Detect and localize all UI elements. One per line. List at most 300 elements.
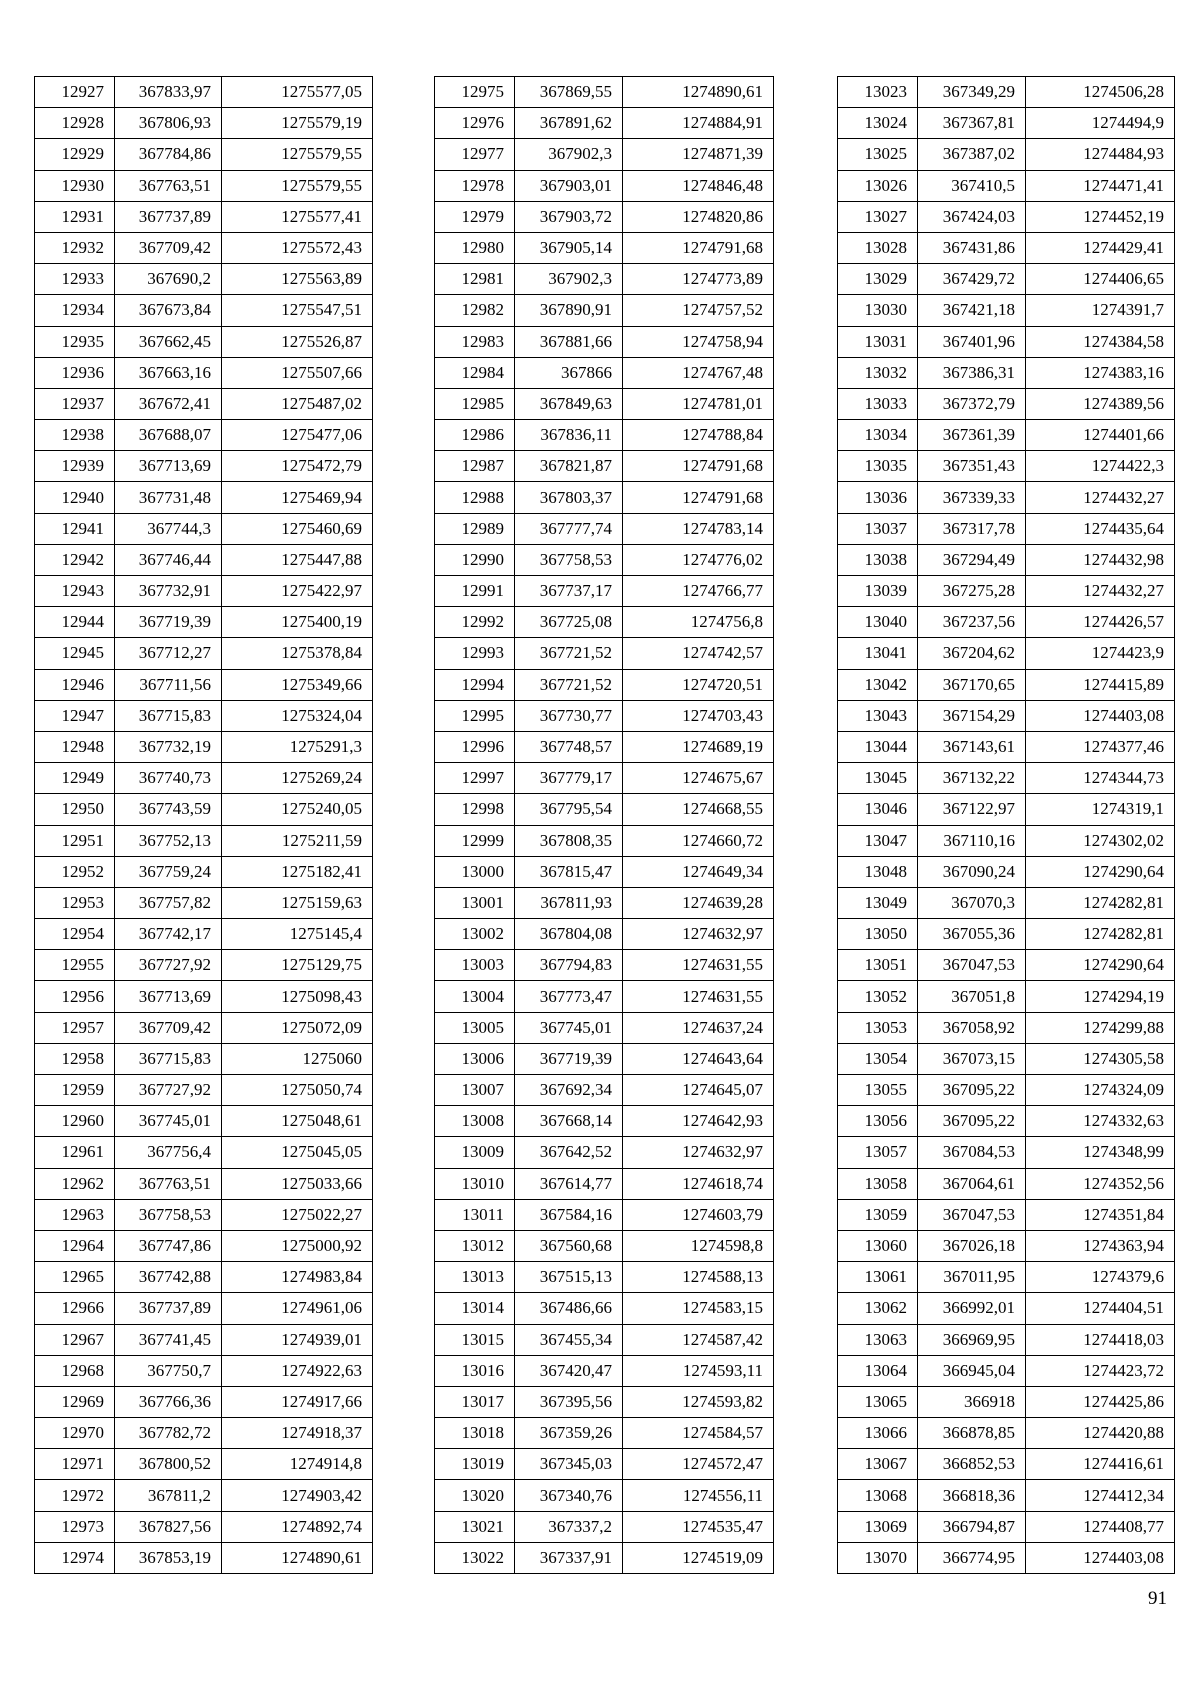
y-coordinate-cell: 1274703,43 [623,700,774,731]
point-number-cell: 13038 [838,544,918,575]
table-row [838,513,1175,544]
table-row [435,981,774,1012]
y-coordinate-cell: 1274781,01 [623,388,774,419]
x-coordinate-cell: 367746,44 [115,544,222,575]
y-coordinate-cell: 1274379,6 [1026,1262,1175,1293]
point-number-cell: 13023 [838,77,918,108]
x-coordinate-cell: 367752,13 [115,825,222,856]
table-row [838,357,1175,388]
x-coordinate-cell: 367584,16 [515,1199,623,1230]
x-coordinate-cell: 367709,42 [115,232,222,263]
x-coordinate-cell: 367410,5 [918,170,1026,201]
point-number-cell: 13049 [838,887,918,918]
x-coordinate-cell: 367732,19 [115,731,222,762]
x-coordinate-cell: 367869,55 [515,77,623,108]
y-coordinate-cell: 1274593,82 [623,1386,774,1417]
point-number-cell: 13009 [435,1137,515,1168]
y-coordinate-cell: 1275563,89 [222,264,373,295]
point-number-cell: 12983 [435,326,515,357]
point-number-cell: 12977 [435,139,515,170]
x-coordinate-cell: 367673,84 [115,295,222,326]
table-row [838,794,1175,825]
point-number-cell: 12967 [35,1324,115,1355]
point-number-cell: 13035 [838,451,918,482]
y-coordinate-cell: 1274892,74 [222,1511,373,1542]
x-coordinate-cell: 367339,33 [918,482,1026,513]
table-row [35,482,373,513]
x-coordinate-cell: 367614,77 [515,1168,623,1199]
y-coordinate-cell: 1274884,91 [623,108,774,139]
point-number-cell: 13065 [838,1386,918,1417]
y-coordinate-cell: 1274290,64 [1026,856,1175,887]
point-number-cell: 12966 [35,1293,115,1324]
table-row [838,763,1175,794]
x-coordinate-cell: 367367,81 [918,108,1026,139]
x-coordinate-cell: 367431,86 [918,232,1026,263]
y-coordinate-cell: 1274603,79 [623,1199,774,1230]
x-coordinate-cell: 367275,28 [918,576,1026,607]
x-coordinate-cell: 367715,83 [115,700,222,731]
x-coordinate-cell: 367672,41 [115,388,222,419]
point-number-cell: 13044 [838,731,918,762]
table-row [435,482,774,513]
table-row [35,388,373,419]
table-row [435,1542,774,1573]
x-coordinate-cell: 367429,72 [918,264,1026,295]
y-coordinate-cell: 1275022,27 [222,1199,373,1230]
table-row [838,1418,1175,1449]
table-row [35,1262,373,1293]
x-coordinate-cell: 367747,86 [115,1230,222,1261]
point-number-cell: 13028 [838,232,918,263]
point-number-cell: 13017 [435,1386,515,1417]
point-number-cell: 12954 [35,919,115,950]
point-number-cell: 13025 [838,139,918,170]
table-row [35,1199,373,1230]
point-number-cell: 13055 [838,1075,918,1106]
y-coordinate-cell: 1275577,41 [222,201,373,232]
table-row [35,856,373,887]
y-coordinate-cell: 1274773,89 [623,264,774,295]
y-coordinate-cell: 1274415,89 [1026,669,1175,700]
x-coordinate-cell: 367692,34 [515,1075,623,1106]
point-number-cell: 12946 [35,669,115,700]
table-row [35,700,373,731]
x-coordinate-cell: 366818,36 [918,1480,1026,1511]
x-coordinate-cell: 367795,54 [515,794,623,825]
x-coordinate-cell: 367881,66 [515,326,623,357]
table-row [35,139,373,170]
y-coordinate-cell: 1274820,86 [623,201,774,232]
x-coordinate-cell: 367026,18 [918,1230,1026,1261]
table-row [35,326,373,357]
table-row [838,326,1175,357]
y-coordinate-cell: 1275050,74 [222,1075,373,1106]
table-row [435,295,774,326]
y-coordinate-cell: 1274556,11 [623,1480,774,1511]
point-number-cell: 12959 [35,1075,115,1106]
x-coordinate-cell: 367237,56 [918,607,1026,638]
y-coordinate-cell: 1274416,61 [1026,1449,1175,1480]
y-coordinate-cell: 1275060 [222,1043,373,1074]
y-coordinate-cell: 1274452,19 [1026,201,1175,232]
x-coordinate-cell: 367713,69 [115,981,222,1012]
point-number-cell: 13034 [838,420,918,451]
table-row [838,1511,1175,1542]
table-row [35,919,373,950]
point-number-cell: 13013 [435,1262,515,1293]
point-number-cell: 12994 [435,669,515,700]
table-row [435,1075,774,1106]
y-coordinate-cell: 1274535,47 [623,1511,774,1542]
table-row [435,77,774,108]
x-coordinate-cell: 367725,08 [515,607,623,638]
table-row [435,232,774,263]
y-coordinate-cell: 1274377,46 [1026,731,1175,762]
point-number-cell: 12928 [35,108,115,139]
point-number-cell: 12953 [35,887,115,918]
table-row [435,1106,774,1137]
point-number-cell: 13043 [838,700,918,731]
table-row [838,232,1175,263]
y-coordinate-cell: 1275526,87 [222,326,373,357]
y-coordinate-cell: 1274593,11 [623,1355,774,1386]
y-coordinate-cell: 1274305,58 [1026,1043,1175,1074]
point-number-cell: 12997 [435,763,515,794]
table-row [435,1262,774,1293]
point-number-cell: 12988 [435,482,515,513]
table-row [838,108,1175,139]
point-number-cell: 13033 [838,388,918,419]
y-coordinate-cell: 1274348,99 [1026,1137,1175,1168]
table-row [435,576,774,607]
point-number-cell: 13053 [838,1012,918,1043]
table-row [35,669,373,700]
y-coordinate-cell: 1274519,09 [623,1542,774,1573]
x-coordinate-cell: 366794,87 [918,1511,1026,1542]
point-number-cell: 12952 [35,856,115,887]
y-coordinate-cell: 1274404,51 [1026,1293,1175,1324]
point-number-cell: 12995 [435,700,515,731]
y-coordinate-cell: 1274294,19 [1026,981,1175,1012]
table-row [435,638,774,669]
x-coordinate-cell: 367204,62 [918,638,1026,669]
y-coordinate-cell: 1274584,57 [623,1418,774,1449]
x-coordinate-cell: 367317,78 [918,513,1026,544]
point-number-cell: 13045 [838,763,918,794]
y-coordinate-cell: 1274401,66 [1026,420,1175,451]
table-row [435,794,774,825]
x-coordinate-cell: 367903,72 [515,201,623,232]
x-coordinate-cell: 367387,02 [918,139,1026,170]
point-number-cell: 12949 [35,763,115,794]
table-row [838,981,1175,1012]
x-coordinate-cell: 367349,29 [918,77,1026,108]
table-row [435,950,774,981]
point-number-cell: 12973 [35,1511,115,1542]
table-row [435,825,774,856]
y-coordinate-cell: 1274423,72 [1026,1355,1175,1386]
y-coordinate-cell: 1275211,59 [222,825,373,856]
y-coordinate-cell: 1274890,61 [222,1542,373,1573]
table-row [838,950,1175,981]
point-number-cell: 12986 [435,420,515,451]
table-row [435,1137,774,1168]
x-coordinate-cell: 367386,31 [918,357,1026,388]
x-coordinate-cell: 367351,43 [918,451,1026,482]
point-number-cell: 13070 [838,1542,918,1573]
table-row [35,1230,373,1261]
table-row [435,1230,774,1261]
point-number-cell: 13054 [838,1043,918,1074]
x-coordinate-cell: 367742,88 [115,1262,222,1293]
x-coordinate-cell: 367750,7 [115,1355,222,1386]
table-row [435,451,774,482]
x-coordinate-cell: 367866 [515,357,623,388]
x-coordinate-cell: 367827,56 [115,1511,222,1542]
x-coordinate-cell: 367777,74 [515,513,623,544]
point-number-cell: 12944 [35,607,115,638]
table-row [838,544,1175,575]
table-row [435,326,774,357]
table-row [35,1106,373,1137]
point-number-cell: 13019 [435,1449,515,1480]
y-coordinate-cell: 1274506,28 [1026,77,1175,108]
x-coordinate-cell: 366918 [918,1386,1026,1417]
x-coordinate-cell: 367170,65 [918,669,1026,700]
y-coordinate-cell: 1274668,55 [623,794,774,825]
table-row [838,77,1175,108]
table-row [838,1168,1175,1199]
table-row [435,1293,774,1324]
x-coordinate-cell: 367401,96 [918,326,1026,357]
x-coordinate-cell: 367731,48 [115,482,222,513]
point-number-cell: 12974 [35,1542,115,1573]
y-coordinate-cell: 1274344,73 [1026,763,1175,794]
point-number-cell: 12975 [435,77,515,108]
point-number-cell: 13067 [838,1449,918,1480]
table-row [838,139,1175,170]
y-coordinate-cell: 1274631,55 [623,981,774,1012]
point-number-cell: 13052 [838,981,918,1012]
y-coordinate-cell: 1274642,93 [623,1106,774,1137]
x-coordinate-cell: 367122,97 [918,794,1026,825]
point-number-cell: 13000 [435,856,515,887]
point-number-cell: 12957 [35,1012,115,1043]
point-number-cell: 12956 [35,981,115,1012]
x-coordinate-cell: 366878,85 [918,1418,1026,1449]
table-row [435,170,774,201]
y-coordinate-cell: 1274903,42 [222,1480,373,1511]
x-coordinate-cell: 367779,17 [515,763,623,794]
point-number-cell: 12987 [435,451,515,482]
y-coordinate-cell: 1274352,56 [1026,1168,1175,1199]
table-row [35,1137,373,1168]
x-coordinate-cell: 367070,3 [918,887,1026,918]
table-row [435,201,774,232]
table-row [35,170,373,201]
x-coordinate-cell: 367740,73 [115,763,222,794]
y-coordinate-cell: 1274587,42 [623,1324,774,1355]
x-coordinate-cell: 367903,01 [515,170,623,201]
y-coordinate-cell: 1274302,02 [1026,825,1175,856]
table-row [435,357,774,388]
x-coordinate-cell: 366774,95 [918,1542,1026,1573]
x-coordinate-cell: 367345,03 [515,1449,623,1480]
y-coordinate-cell: 1275472,79 [222,451,373,482]
x-coordinate-cell: 367424,03 [918,201,1026,232]
table-row [35,1355,373,1386]
table-row [35,77,373,108]
x-coordinate-cell: 367154,29 [918,700,1026,731]
x-coordinate-cell: 367806,93 [115,108,222,139]
x-coordinate-cell: 367741,45 [115,1324,222,1355]
x-coordinate-cell: 367721,52 [515,669,623,700]
y-coordinate-cell: 1274332,63 [1026,1106,1175,1137]
y-coordinate-cell: 1274425,86 [1026,1386,1175,1417]
y-coordinate-cell: 1274435,64 [1026,513,1175,544]
x-coordinate-cell: 367902,3 [515,264,623,295]
x-coordinate-cell: 367902,3 [515,139,623,170]
y-coordinate-cell: 1275000,92 [222,1230,373,1261]
y-coordinate-cell: 1274432,27 [1026,482,1175,513]
table-row [838,1043,1175,1074]
point-number-cell: 12969 [35,1386,115,1417]
point-number-cell: 12940 [35,482,115,513]
x-coordinate-cell: 367560,68 [515,1230,623,1261]
x-coordinate-cell: 367420,47 [515,1355,623,1386]
table-row [435,669,774,700]
y-coordinate-cell: 1274408,77 [1026,1511,1175,1542]
table-row [435,420,774,451]
point-number-cell: 13036 [838,482,918,513]
point-number-cell: 13014 [435,1293,515,1324]
point-number-cell: 13064 [838,1355,918,1386]
coordinate-table-2 [434,76,774,1574]
x-coordinate-cell: 367836,11 [515,420,623,451]
point-number-cell: 12996 [435,731,515,762]
point-number-cell: 12972 [35,1480,115,1511]
y-coordinate-cell: 1274432,98 [1026,544,1175,575]
y-coordinate-cell: 1275048,61 [222,1106,373,1137]
table-row [35,576,373,607]
x-coordinate-cell: 367742,17 [115,919,222,950]
x-coordinate-cell: 367833,97 [115,77,222,108]
y-coordinate-cell: 1274983,84 [222,1262,373,1293]
point-number-cell: 13032 [838,357,918,388]
point-number-cell: 13007 [435,1075,515,1106]
point-number-cell: 12930 [35,170,115,201]
y-coordinate-cell: 1274631,55 [623,950,774,981]
y-coordinate-cell: 1274583,15 [623,1293,774,1324]
x-coordinate-cell: 366969,95 [918,1324,1026,1355]
point-number-cell: 13001 [435,887,515,918]
x-coordinate-cell: 367359,26 [515,1418,623,1449]
table-row [435,1199,774,1230]
point-number-cell: 13027 [838,201,918,232]
y-coordinate-cell: 1275145,4 [222,919,373,950]
y-coordinate-cell: 1274649,34 [623,856,774,887]
point-number-cell: 12976 [435,108,515,139]
table-row [838,856,1175,887]
x-coordinate-cell: 367337,91 [515,1542,623,1573]
y-coordinate-cell: 1274757,52 [623,295,774,326]
y-coordinate-cell: 1274890,61 [623,77,774,108]
y-coordinate-cell: 1274384,58 [1026,326,1175,357]
x-coordinate-cell: 367808,35 [515,825,623,856]
y-coordinate-cell: 1274426,57 [1026,607,1175,638]
y-coordinate-cell: 1275579,55 [222,139,373,170]
y-coordinate-cell: 1275447,88 [222,544,373,575]
x-coordinate-cell: 367709,42 [115,1012,222,1043]
x-coordinate-cell: 367662,45 [115,326,222,357]
table-row [35,825,373,856]
x-coordinate-cell: 367737,89 [115,201,222,232]
x-coordinate-cell: 367757,82 [115,887,222,918]
point-number-cell: 13066 [838,1418,918,1449]
point-number-cell: 13046 [838,794,918,825]
table-row [838,1324,1175,1355]
y-coordinate-cell: 1275487,02 [222,388,373,419]
x-coordinate-cell: 367905,14 [515,232,623,263]
y-coordinate-cell: 1274689,19 [623,731,774,762]
y-coordinate-cell: 1275349,66 [222,669,373,700]
table-row [35,887,373,918]
y-coordinate-cell: 1274618,74 [623,1168,774,1199]
point-number-cell: 13060 [838,1230,918,1261]
point-number-cell: 12934 [35,295,115,326]
y-coordinate-cell: 1274917,66 [222,1386,373,1417]
y-coordinate-cell: 1275469,94 [222,482,373,513]
y-coordinate-cell: 1274637,24 [623,1012,774,1043]
y-coordinate-cell: 1274766,77 [623,576,774,607]
y-coordinate-cell: 1275045,05 [222,1137,373,1168]
point-number-cell: 12964 [35,1230,115,1261]
x-coordinate-cell: 367372,79 [918,388,1026,419]
table-row [35,731,373,762]
point-number-cell: 12970 [35,1418,115,1449]
table-row [838,1293,1175,1324]
table-row [838,388,1175,419]
y-coordinate-cell: 1275477,06 [222,420,373,451]
table-row [35,638,373,669]
y-coordinate-cell: 1274363,94 [1026,1230,1175,1261]
x-coordinate-cell: 367690,2 [115,264,222,295]
point-number-cell: 12938 [35,420,115,451]
point-number-cell: 12937 [35,388,115,419]
table-row [35,544,373,575]
table-row [35,1075,373,1106]
y-coordinate-cell: 1274660,72 [623,825,774,856]
point-number-cell: 12929 [35,139,115,170]
y-coordinate-cell: 1274776,02 [623,544,774,575]
y-coordinate-cell: 1274961,06 [222,1293,373,1324]
table-row [435,1168,774,1199]
y-coordinate-cell: 1275129,75 [222,950,373,981]
x-coordinate-cell: 367051,8 [918,981,1026,1012]
table-row [435,1449,774,1480]
table-row [35,513,373,544]
table-row [838,919,1175,950]
y-coordinate-cell: 1274922,63 [222,1355,373,1386]
table-row [435,856,774,887]
y-coordinate-cell: 1274791,68 [623,451,774,482]
x-coordinate-cell: 367758,53 [515,544,623,575]
y-coordinate-cell: 1274632,97 [623,1137,774,1168]
table-row [35,950,373,981]
y-coordinate-cell: 1274643,64 [623,1043,774,1074]
table-row [838,170,1175,201]
